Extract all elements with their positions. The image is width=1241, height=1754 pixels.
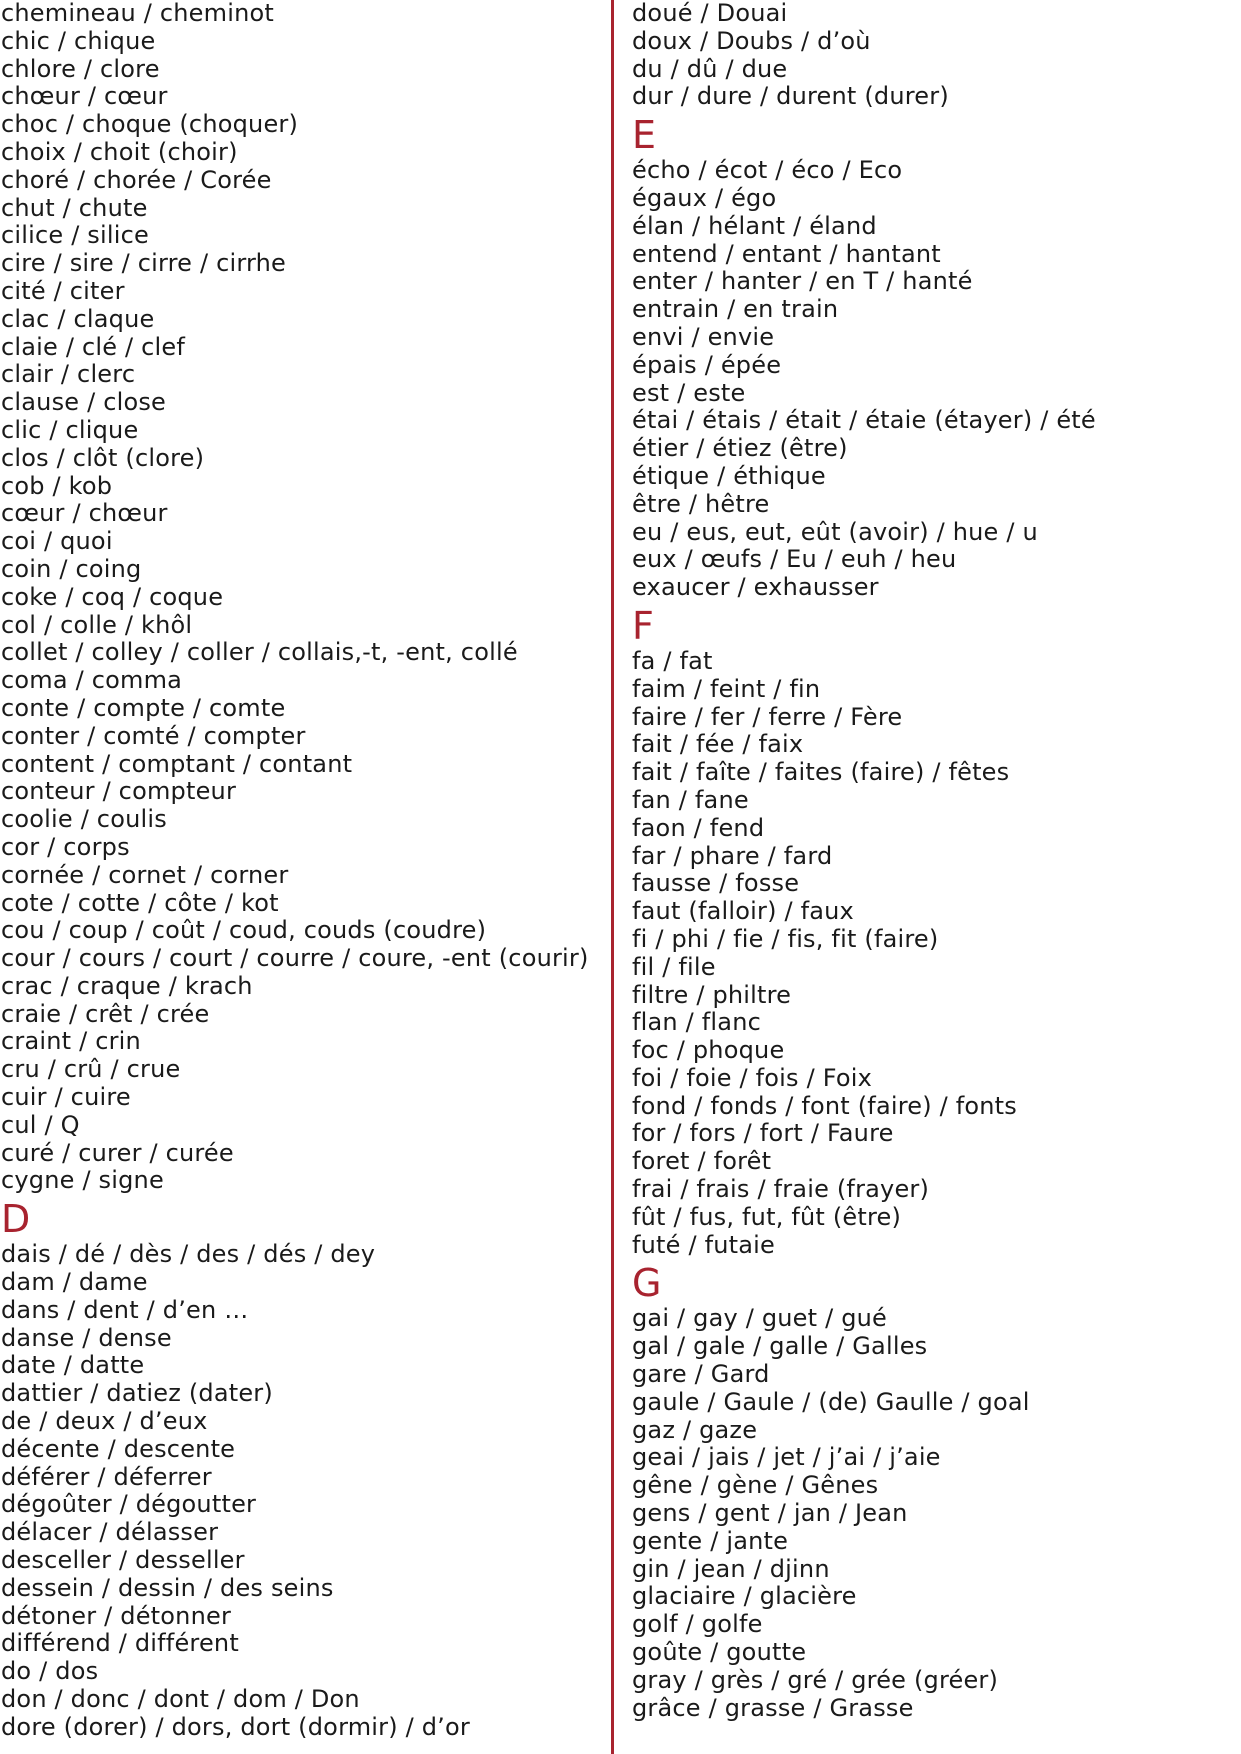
- homophone-entry: gens / gent / jan / Jean: [632, 1499, 908, 1528]
- homophone-entry: fût / fus, fut, fût (être): [632, 1202, 902, 1231]
- right-column: [632, 0, 1232, 1722]
- homophone-entry: fil / file: [632, 952, 716, 981]
- homophone-entry: gaz / gaze: [632, 1415, 758, 1444]
- homophone-entry: cul / Q: [1, 1110, 80, 1139]
- homophone-entry: cité / citer: [1, 276, 125, 305]
- homophone-entry: dais / dé / dès / des / dés / dey: [1, 1240, 376, 1269]
- homophone-entry: cour / cours / court / courre / coure, -ent (courir): [1, 944, 589, 973]
- homophone-entry: crac / craque / krach: [1, 971, 253, 1000]
- homophone-entry: dore (dorer) / dors, dort (dormir) / d’or: [1, 1712, 470, 1741]
- entries-d: [1, 1241, 606, 1741]
- homophone-entry: exaucer / exhausser: [632, 573, 879, 602]
- homophone-entry: chemineau / cheminot: [1, 0, 274, 27]
- homophone-entry: conter / comté / compter: [1, 721, 306, 750]
- homophone-entry: doué / Douai: [632, 0, 788, 27]
- homophone-entry: clac / claque: [1, 304, 155, 333]
- homophone-entry: gente / jante: [632, 1526, 789, 1555]
- homophone-entry: coma / comma: [1, 666, 183, 695]
- homophone-entry: glaciaire / glacière: [632, 1582, 857, 1611]
- homophone-entry: geai / jais / jet / j’ai / j’aie: [632, 1443, 941, 1472]
- homophone-entry: dégoûter / dégoutter: [1, 1490, 257, 1519]
- homophone-entry: doux / Doubs / d’où: [632, 26, 871, 55]
- homophone-entry: étai / étais / était / étaie (étayer) / été: [632, 406, 1096, 435]
- homophone-entry: chut / chute: [1, 193, 148, 222]
- homophone-entry: cote / cotte / côte / kot: [1, 888, 279, 917]
- homophone-entry: étier / étiez (être): [632, 434, 848, 463]
- homophone-entry: craie / crêt / crée: [1, 999, 210, 1028]
- homophone-entry: cornée / cornet / corner: [1, 860, 289, 889]
- homophone-entry: cuir / cuire: [1, 1083, 131, 1112]
- homophone-entry: for / fors / fort / Faure: [632, 1119, 894, 1148]
- homophone-entry: faon / fend: [632, 813, 765, 842]
- homophone-entry: fond / fonds / font (faire) / fonts: [632, 1091, 1017, 1120]
- homophone-entry: coke / coq / coque: [1, 582, 224, 611]
- homophone-entry: frai / frais / fraie (frayer): [632, 1175, 930, 1204]
- section-heading-d: D: [1, 1197, 31, 1242]
- homophone-entry: clause / close: [1, 388, 167, 417]
- homophone-entry: chic / chique: [1, 26, 156, 55]
- homophone-entry: cœur / chœur: [1, 499, 168, 528]
- homophone-entry: cor / corps: [1, 832, 130, 861]
- homophone-entry: futé / futaie: [632, 1230, 775, 1259]
- homophone-entry: fan / fane: [632, 785, 749, 814]
- homophone-entry: clos / clôt (clore): [1, 443, 205, 472]
- homophone-entry: foc / phoque: [632, 1036, 785, 1065]
- homophone-entry: cilice / silice: [1, 221, 149, 250]
- homophone-entry: content / comptant / contant: [1, 749, 353, 778]
- homophone-entry: cou / coup / coût / coud, couds (coudre): [1, 916, 487, 945]
- homophone-entry: cru / crû / crue: [1, 1055, 181, 1084]
- homophone-entry: épais / épée: [632, 350, 782, 379]
- homophone-entry: foret / forêt: [632, 1147, 772, 1176]
- homophone-entry: cob / kob: [1, 471, 113, 500]
- homophone-entry: différend / différent: [1, 1629, 239, 1658]
- homophone-entry: écho / écot / éco / Eco: [632, 156, 903, 185]
- homophone-entry: dessein / dessin / des seins: [1, 1573, 334, 1602]
- homophone-entry: chœur / cœur: [1, 82, 168, 111]
- homophone-entry: égaux / égo: [632, 183, 777, 212]
- entries-d-continued: [632, 0, 1232, 111]
- homophone-entry: élan / hélant / éland: [632, 211, 877, 240]
- homophone-entry: gal / gale / galle / Galles: [632, 1332, 928, 1361]
- section-heading-e: E: [632, 113, 657, 158]
- entries-f: [632, 648, 1232, 1260]
- homophone-entry: fausse / fosse: [632, 869, 800, 898]
- homophone-entry: goûte / goutte: [632, 1638, 807, 1667]
- homophone-entry: de / deux / d’eux: [1, 1407, 208, 1436]
- homophone-entry: délacer / délasser: [1, 1518, 219, 1547]
- homophone-entry: envi / envie: [632, 322, 775, 351]
- homophone-entry: faut (falloir) / faux: [632, 897, 854, 926]
- homophone-entry: cire / sire / cirre / cirrhe: [1, 249, 287, 278]
- homophone-entry: col / colle / khôl: [1, 610, 193, 639]
- homophone-entry: far / phare / fard: [632, 841, 833, 870]
- homophone-entry: dur / dure / durent (durer): [632, 82, 949, 111]
- column-divider: [611, 0, 614, 1754]
- homophone-entry: faim / feint / fin: [632, 674, 821, 703]
- homophone-entry: curé / curer / curée: [1, 1138, 234, 1167]
- homophone-entry: do / dos: [1, 1657, 99, 1686]
- homophone-entry: eux / œufs / Eu / euh / heu: [632, 545, 957, 574]
- homophone-entry: conteur / compteur: [1, 777, 237, 806]
- homophone-entry: desceller / desseller: [1, 1546, 245, 1575]
- left-column: [1, 0, 606, 1742]
- entries-c: [1, 0, 606, 1195]
- homophone-entry: date / datte: [1, 1351, 145, 1380]
- homophone-entry: chlore / clore: [1, 54, 160, 83]
- homophone-entry: gray / grès / gré / grée (gréer): [632, 1665, 999, 1694]
- homophone-entry: détoner / détonner: [1, 1601, 232, 1630]
- homophone-entry: est / este: [632, 378, 746, 407]
- homophone-entry: craint / crin: [1, 1027, 141, 1056]
- homophone-entry: entrain / en train: [632, 295, 839, 324]
- homophone-entry: collet / colley / coller / collais,-t, -ent, collé: [1, 638, 518, 667]
- homophone-entry: fa / fat: [632, 646, 713, 675]
- homophone-entry: don / donc / dont / dom / Don: [1, 1685, 360, 1714]
- homophone-entry: étique / éthique: [632, 461, 826, 490]
- homophone-entry: coolie / coulis: [1, 805, 167, 834]
- homophone-entry: gin / jean / djinn: [632, 1554, 830, 1583]
- homophone-entry: enter / hanter / en T / hanté: [632, 267, 973, 296]
- homophone-entry: clic / clique: [1, 415, 139, 444]
- homophone-entry: fi / phi / fie / fis, fit (faire): [632, 924, 939, 953]
- homophone-entry: foi / foie / fois / Foix: [632, 1063, 873, 1092]
- homophone-entry: entend / entant / hantant: [632, 239, 941, 268]
- homophone-entry: coin / coing: [1, 554, 142, 583]
- homophone-entry: choc / choque (choquer): [1, 110, 299, 139]
- homophone-entry: être / hêtre: [632, 489, 770, 518]
- homophone-entry: golf / golfe: [632, 1610, 763, 1639]
- homophone-entry: gai / gay / guet / gué: [632, 1304, 888, 1333]
- homophone-entry: cygne / signe: [1, 1166, 164, 1195]
- homophone-entry: clair / clerc: [1, 360, 136, 389]
- homophone-entry: grâce / grasse / Grasse: [632, 1693, 914, 1722]
- homophone-entry: danse / dense: [1, 1323, 172, 1352]
- homophone-entry: dam / dame: [1, 1268, 148, 1297]
- section-heading-g: G: [632, 1261, 662, 1306]
- homophone-entry: filtre / philtre: [632, 980, 792, 1009]
- homophone-entry: conte / compte / comte: [1, 693, 286, 722]
- entries-g: [632, 1305, 1232, 1722]
- homophone-entry: gaule / Gaule / (de) Gaulle / goal: [632, 1387, 1030, 1416]
- homophone-entry: choix / choit (choir): [1, 137, 238, 166]
- homophone-entry: claie / clé / clef: [1, 332, 185, 361]
- homophone-entry: gare / Gard: [632, 1360, 770, 1389]
- entries-e: [632, 157, 1232, 602]
- homophone-entry: fait / faîte / faites (faire) / fêtes: [632, 758, 1010, 787]
- homophone-entry: décente / descente: [1, 1434, 236, 1463]
- homophone-entry: coi / quoi: [1, 527, 113, 556]
- homophone-entry: du / dû / due: [632, 54, 788, 83]
- section-heading-f: F: [632, 603, 654, 648]
- homophone-entry: eu / eus, eut, eût (avoir) / hue / u: [632, 517, 1038, 546]
- homophone-entry: choré / chorée / Corée: [1, 165, 272, 194]
- homophone-entry: faire / fer / ferre / Fère: [632, 702, 903, 731]
- homophone-entry: flan / flanc: [632, 1008, 762, 1037]
- homophone-entry: fait / fée / faix: [632, 730, 804, 759]
- homophone-entry: déférer / déferrer: [1, 1462, 212, 1491]
- homophone-entry: dans / dent / d’en …: [1, 1295, 249, 1324]
- homophone-entry: gêne / gène / Gênes: [632, 1471, 879, 1500]
- homophone-entry: dattier / datiez (dater): [1, 1379, 273, 1408]
